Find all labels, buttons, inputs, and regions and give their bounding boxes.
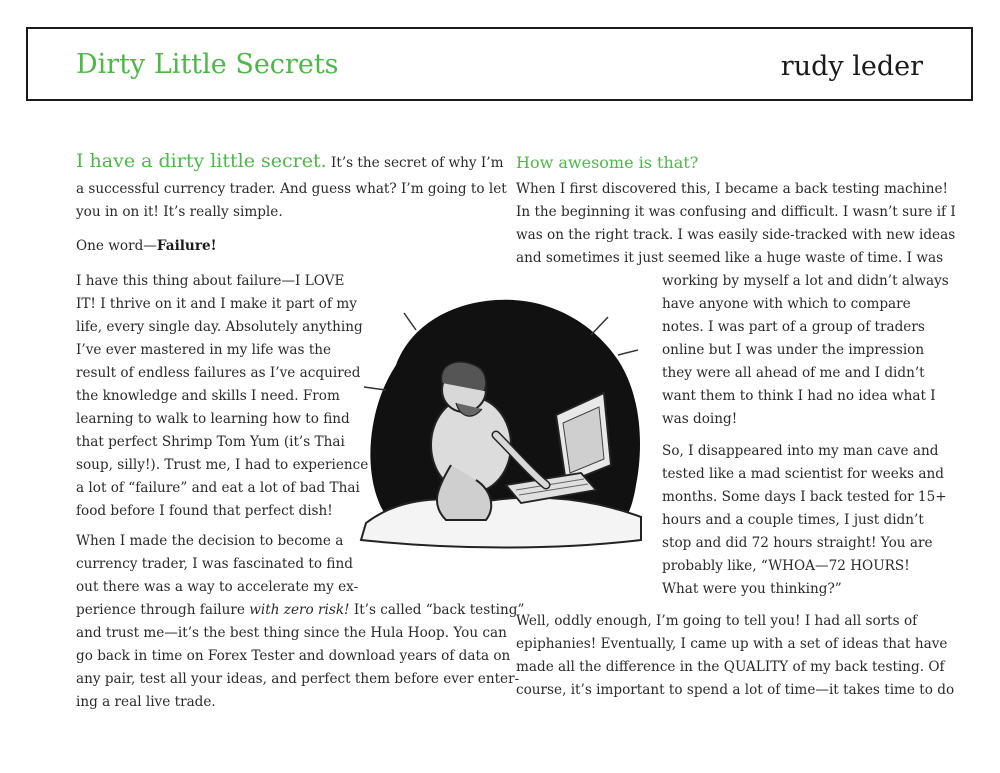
p4-line-7: any pair, test all your ideas, and perfect them before ever enter- <box>76 671 520 687</box>
zero-risk-emphasis: with zero risk! <box>249 602 350 618</box>
failure-paragraph-line: the knowledge and skills I need. From <box>76 388 340 404</box>
failure-paragraph-line: life, every single day. Absolutely anything <box>76 319 363 335</box>
failure-paragraph-line: I have this thing about failure—I LOVE <box>76 273 345 289</box>
intro-line-3: you in on it! It’s really simple. <box>76 204 283 220</box>
right-p1-full-line: and sometimes it just seemed like a huge waste of time. I was <box>516 250 944 266</box>
right-p2-line: months. Some days I back tested for 15+ <box>662 489 947 505</box>
right-p3-line: course, it’s important to spend a lot of time—it takes time to do <box>516 682 955 698</box>
failure-paragraph-line: soup, silly!). Trust me, I had to experience <box>76 457 369 473</box>
right-p1-narrow-line: online but I was under the impression <box>662 342 925 358</box>
caveman-computer-illustration <box>356 295 646 555</box>
failure-paragraph-line: a lot of “failure” and eat a lot of bad Thai <box>76 480 360 496</box>
right-p2-line: stop and did 72 hours straight! You are <box>662 535 933 551</box>
right-p2-line: tested like a mad scientist for weeks and <box>662 466 944 482</box>
right-p3-line: epiphanies! Eventually, I came up with a set of ideas that have <box>516 636 948 652</box>
p4-line-5: and trust me—it’s the best thing since the Hula Hoop. You can <box>76 625 507 641</box>
right-p3-line: Well, oddly enough, I’m going to tell you! I had all sorts of <box>516 613 918 629</box>
page-title: Dirty Little Secrets <box>76 49 339 80</box>
p4-line-4-c: It’s called “back testing” <box>349 602 525 618</box>
lead-heading: I have a dirty little secret. <box>76 150 327 172</box>
p4-line-6: go back in time on Forex Tester and download years of data on <box>76 648 511 664</box>
right-p1-narrow-line: they were all ahead of me and I didn’t <box>662 365 925 381</box>
p4-line-1: When I made the decision to become a <box>76 533 344 549</box>
one-word-line <box>76 235 217 258</box>
right-p3-line: made all the difference in the QUALITY of my back testing. Of <box>516 659 945 675</box>
right-p1-narrow-line: was doing! <box>662 411 738 427</box>
p4-line-2: currency trader, I was fascinated to find <box>76 556 353 572</box>
p4-line-8: ing a real live trade. <box>76 694 216 710</box>
failure-paragraph-line: result of endless failures as I’ve acquired <box>76 365 361 381</box>
failure-paragraph-line: food before I found that perfect dish! <box>76 503 333 519</box>
p4-line-4 <box>76 599 524 622</box>
failure-word: Failure! <box>156 238 217 254</box>
right-p1-narrow-line: notes. I was part of a group of traders <box>662 319 925 335</box>
one-word-prefix: One word— <box>76 238 157 254</box>
failure-paragraph-line: learning to walk to learning how to find <box>76 411 350 427</box>
right-p2-line: hours and a couple times, I just didn’t <box>662 512 924 528</box>
right-p2-line: What were you thinking?” <box>662 581 842 597</box>
right-p2-line: probably like, “WHOA—72 HOURS! <box>662 558 910 574</box>
p4-line-4-a: perience through failure <box>76 602 250 618</box>
author-name: rudy leder <box>780 51 923 82</box>
right-p1-full-line: In the beginning it was confusing and difficult. I wasn’t sure if I <box>516 204 956 220</box>
right-p1-narrow-line: have anyone with which to compare <box>662 296 911 312</box>
right-p1-narrow-line: working by myself a lot and didn’t always <box>662 273 949 289</box>
right-p1-full-line: was on the right track. I was easily side-tracked with new ideas <box>516 227 956 243</box>
right-subheading: How awesome is that? <box>516 153 699 172</box>
intro-text: It’s the secret of why I’m <box>330 155 504 171</box>
left-intro-line-1 <box>76 150 504 175</box>
p4-line-3: out there was a way to accelerate my ex- <box>76 579 359 595</box>
right-p2-line: So, I disappeared into my man cave and <box>662 443 939 459</box>
intro-line-2: a successful currency trader. And guess what? I’m going to let <box>76 181 507 197</box>
header-box <box>26 27 973 101</box>
right-p1-narrow-line: want them to think I had no idea what I <box>662 388 936 404</box>
failure-paragraph-line: I’ve ever mastered in my life was the <box>76 342 332 358</box>
failure-paragraph-line: IT! I thrive on it and I make it part of my <box>76 296 357 312</box>
right-p1-full-line: When I first discovered this, I became a back testing machine! <box>516 181 949 197</box>
failure-paragraph-line: that perfect Shrimp Tom Yum (it’s Thai <box>76 434 345 450</box>
